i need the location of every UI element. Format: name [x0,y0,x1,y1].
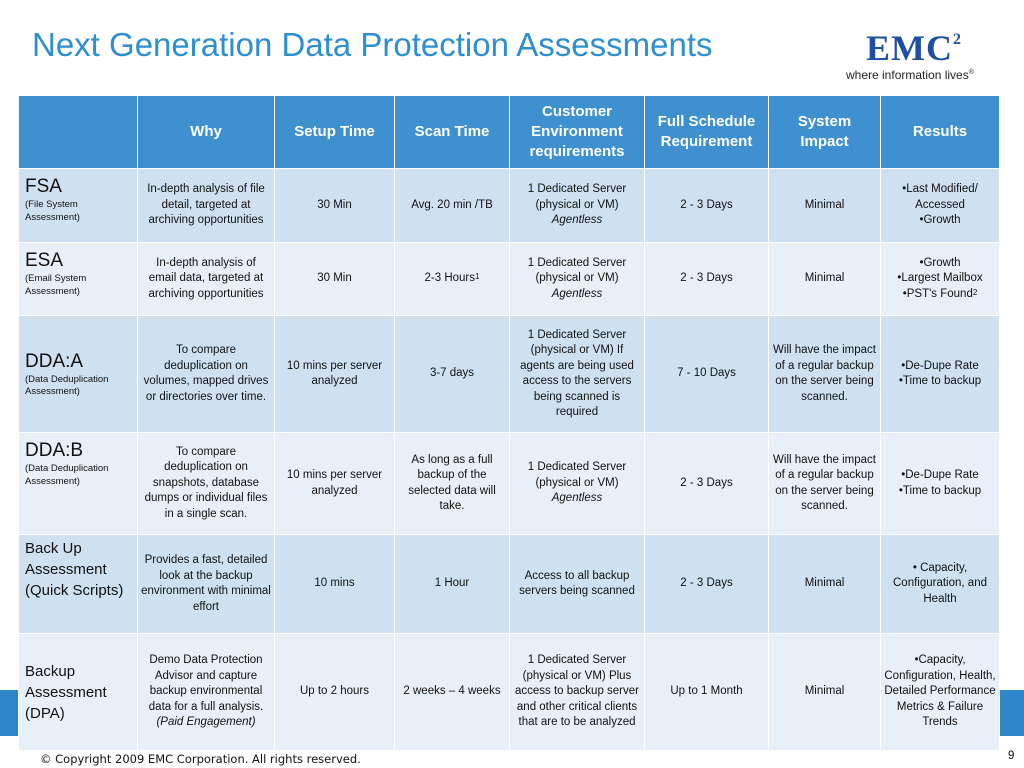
header-cell: Why [138,96,275,169]
scan-time-cell [395,169,510,243]
logo-mark-sup: 2 [953,31,962,48]
why-cell: In-depth analysis of file detail, targeted at archiving opportunities [138,169,275,243]
result-item: •Time to backup [898,484,982,497]
assessment-name: Back Up Assessment (Quick Scripts) [25,540,124,599]
assessment-subname: (Data Deduplication Assessment) [25,373,109,397]
result-item: •Capacity, Configuration, Health, Detailed Performance Metrics & Failure Trends [884,654,996,729]
assessment-name: ESA [25,250,64,271]
assessment-subname: (File System Assessment) [25,199,80,223]
result-item: •Growth [919,256,961,269]
assessment-name: Backup Assessment (DPA) [25,662,107,722]
scan-time-cell [395,316,510,433]
scan-time-cell [395,535,510,634]
impact-cell: Will have the impact of a regular backup on the server being scanned. [769,433,881,535]
paid-engagement-note: (Paid Engagement) [156,716,256,729]
table-row [19,169,1000,243]
scan-time-cell [395,243,510,316]
scan-time-text: 3-7 days [429,367,475,380]
environment-text: 1 Dedicated Server (physical or VM) [527,183,627,211]
why-cell: Provides a fast, detailed look at the backup environment with minimal effort [138,535,275,634]
setup-time-cell: 10 mins per server analyzed [275,433,395,535]
environment-text: 1 Dedicated Server (physical or VM) If agents are being used access to the servers being scanned is required [520,328,634,418]
results-cell [881,243,1000,316]
table-row [19,634,1000,751]
scan-time-text: 1 Hour [434,577,470,590]
setup-time-cell: Up to 2 hours [275,634,395,751]
environment-agentless: Agentless [551,287,603,300]
environment-text: 1 Dedicated Server (physical or VM) [527,256,627,285]
why-cell [138,634,275,751]
table-row [19,535,1000,634]
header-cell: System Impact [769,96,881,169]
result-item: •Largest Mailbox [897,272,983,285]
result-item: •Growth [919,214,961,227]
result-item: •Time to backup [898,375,982,387]
schedule-cell: 2 - 3 Days [645,535,769,634]
results-cell [881,535,1000,634]
results-cell [881,634,1000,751]
schedule-cell: 2 - 3 Days [645,169,769,243]
schedule-cell: Up to 1 Month [645,634,769,751]
environment-agentless: Agentless [551,492,603,505]
scan-time-text: 2 weeks – 4 weeks [403,685,501,698]
assessment-name-cell [19,243,138,316]
environment-cell [510,316,645,433]
header-cell: Full Schedule Requirement [645,96,769,169]
impact-cell: Minimal [769,243,881,316]
table-row [19,433,1000,535]
environment-text: 1 Dedicated Server (physical or VM) [527,461,627,489]
header-cell: Results [881,96,1000,169]
assessment-subname: (Email System Assessment) [25,273,87,297]
assessment-subname: (Data Deduplication Assessment) [25,463,109,487]
why-cell: In-depth analysis of email data, targeted at archiving opportunities [138,243,275,316]
scan-time-cell [395,634,510,751]
environment-cell [510,243,645,316]
result-item: •Last Modified/ Accessed [902,183,978,211]
scan-time-text: As long as a full backup of the selected data will take. [408,453,496,512]
table-row [19,243,1000,316]
setup-time-cell: 30 Min [275,169,395,243]
left-accent-bar [0,690,18,736]
impact-cell: Minimal [769,169,881,243]
assessment-name-cell [19,169,138,243]
page-number: 9 [1008,750,1015,762]
environment-agentless: Agentless [551,214,603,227]
tagline-text: where information lives [846,68,969,82]
schedule-cell: 2 - 3 Days [645,243,769,316]
setup-time-cell: 10 mins [275,535,395,634]
assessment-name: FSA [25,176,62,197]
right-accent-bar [1000,690,1024,736]
copyright-footer: © Copyright 2009 EMC Corporation. All rights reserved. [40,752,361,766]
result-item: • Capacity, Configuration, and Health [893,561,987,605]
why-cell: To compare deduplication on volumes, mapped drives or directories over time. [138,316,275,433]
environment-cell [510,169,645,243]
result-item: •De-Dupe Rate [901,359,979,372]
environment-cell [510,535,645,634]
result-item: •PST's Found [902,287,973,300]
header-cell: Scan Time [395,96,510,169]
setup-time-cell: 30 Min [275,243,395,316]
why-cell: To compare deduplication on snapshots, database dumps or individual files in a single scan. [138,433,275,535]
table-header-row [19,96,1000,169]
environment-text: Access to all backup servers being scanned [519,569,635,597]
header-cell: Setup Time [275,96,395,169]
assessment-name-cell [19,634,138,751]
why-text: Demo Data Protection Advisor and capture backup environmental data for a full analysis. [148,654,264,713]
emc-tagline [846,68,974,82]
assessment-name: DDA:A [25,350,84,372]
logo-mark-text: EMC [866,28,953,68]
scan-time-text: Avg. 20 min /TB [411,198,493,211]
assessment-name-cell [19,316,138,433]
environment-cell [510,634,645,751]
header-cell [19,96,138,169]
assessment-name-cell [19,535,138,634]
assessment-name: DDA:B [25,440,84,461]
table-row [19,316,1000,433]
footnote-marker: 1 [475,272,480,282]
scan-time-cell [395,433,510,535]
environment-cell [510,433,645,535]
impact-cell: Minimal [769,535,881,634]
schedule-cell: 7 - 10 Days [645,316,769,433]
result-item: •De-Dupe Rate [901,469,979,481]
assessment-name-cell [19,433,138,535]
scan-time-text: 2-3 Hours [424,272,476,285]
impact-cell: Will have the impact of a regular backup on the server being scanned. [769,316,881,433]
results-cell [881,169,1000,243]
environment-text: 1 Dedicated Server (physical or VM) Plus access to backup server and other critical clients that are to be analyzed [514,654,639,729]
schedule-cell: 2 - 3 Days [645,433,769,535]
tagline-registered-mark: ® [968,69,974,76]
page-title: Next Generation Data Protection Assessments [32,26,713,63]
emc-logo [846,28,996,84]
header-cell: Customer Environment requirements [510,96,645,169]
impact-cell: Minimal [769,634,881,751]
footnote-marker: 2 [972,287,978,297]
setup-time-cell: 10 mins per server analyzed [275,316,395,433]
assessments-table [18,95,1000,751]
results-cell [881,316,1000,433]
results-cell [881,433,1000,535]
